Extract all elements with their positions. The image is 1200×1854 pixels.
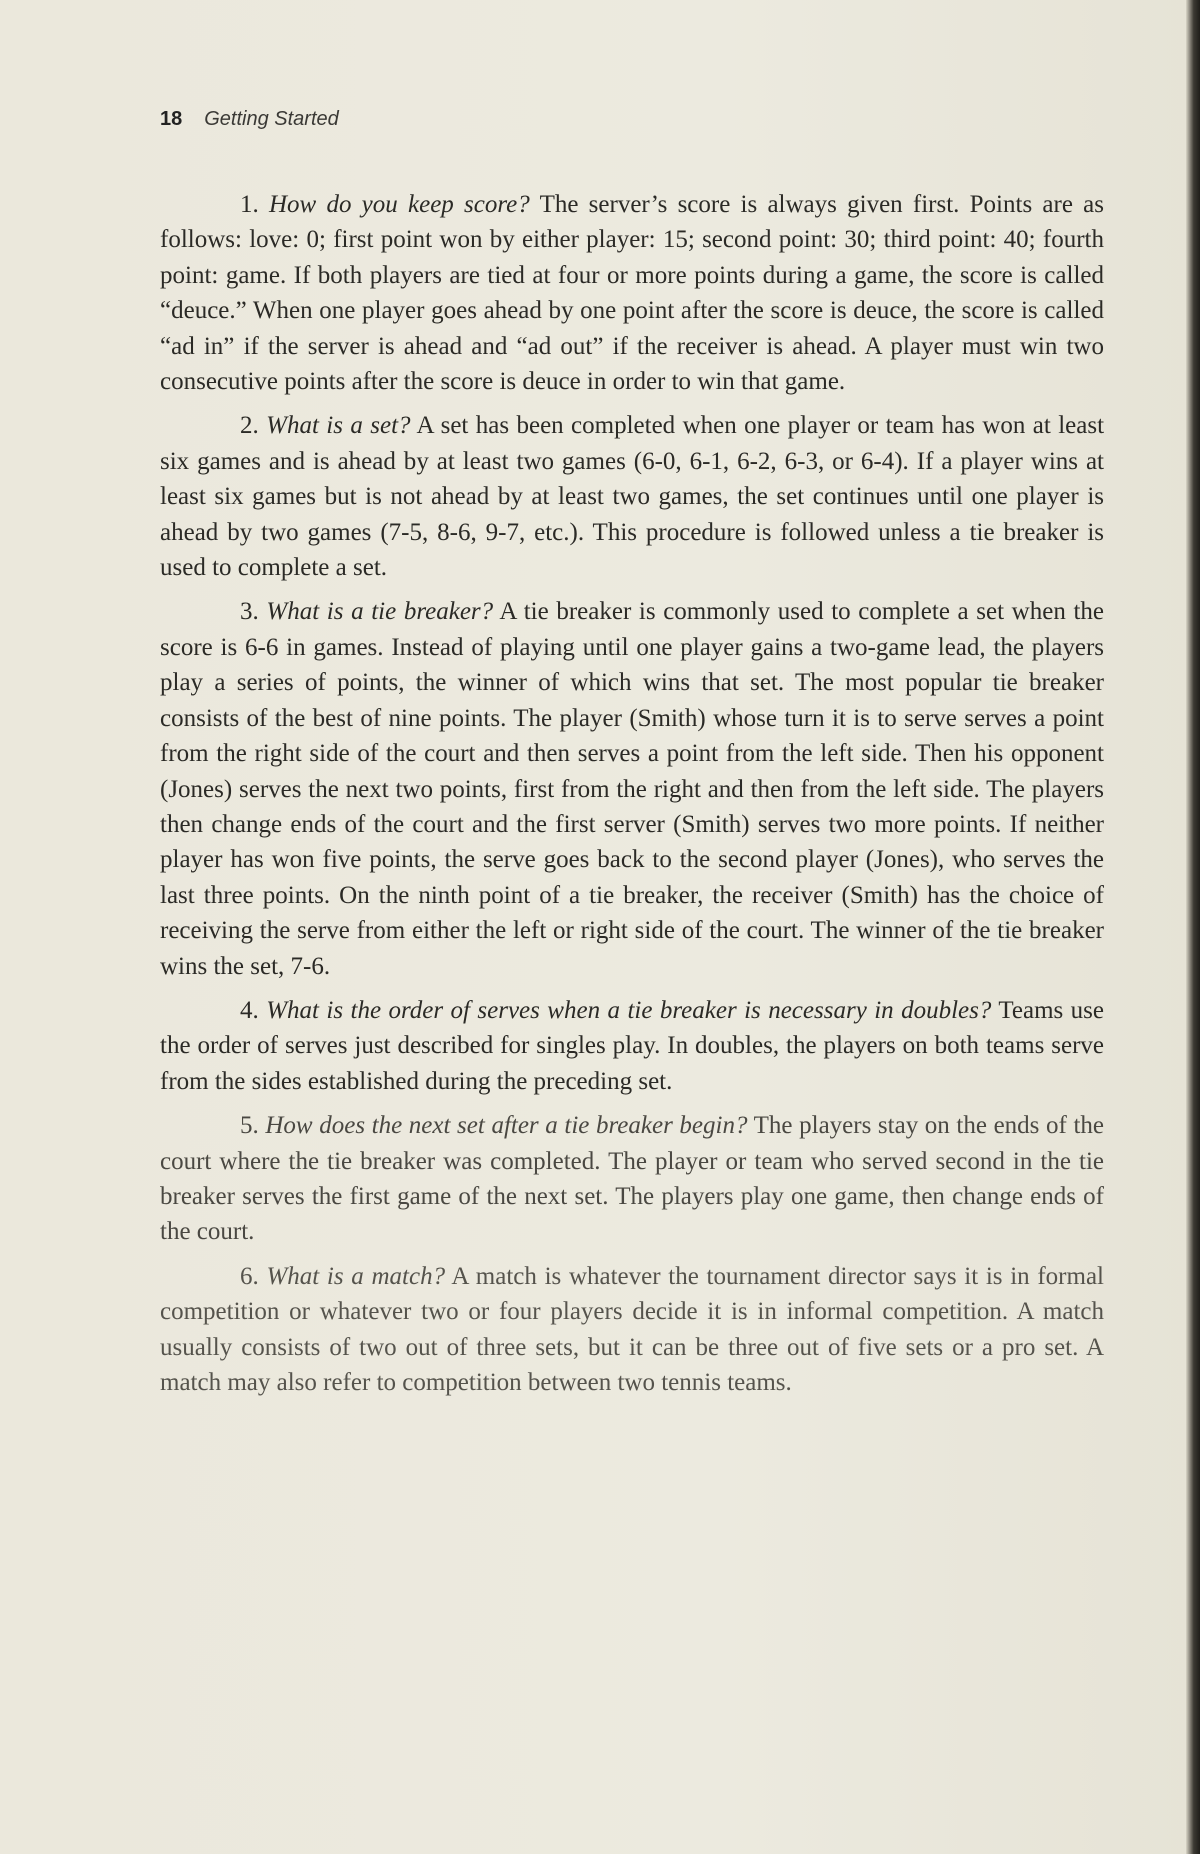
paragraph-5	[160, 1108, 1104, 1250]
running-head: Getting Started	[204, 108, 339, 130]
paragraph-number: 2.	[240, 412, 259, 440]
paragraph-2	[160, 408, 1104, 585]
paragraph-number: 3.	[240, 598, 259, 626]
page-header	[160, 108, 339, 138]
paragraph-3	[160, 594, 1104, 983]
paragraph-number: 5.	[240, 1112, 259, 1140]
question-text: What is the order of serves when a tie breaker is necessary in doubles?	[266, 996, 992, 1024]
page-number: 18	[160, 108, 183, 130]
question-text: What is a set?	[266, 412, 411, 440]
paragraph-4	[160, 993, 1104, 1099]
question-text: What is a tie breaker?	[266, 598, 494, 626]
page-edge-shadow	[1186, 0, 1200, 1854]
question-text: How do you keep score?	[268, 191, 530, 218]
paragraph-number: 6.	[240, 1262, 259, 1290]
answer-text: The players stay on the ends of the court where the tie breaker was completed. The player or team who served second in the tie breaker serves the first game of the next set. The players play one game, then change ends of the court.	[160, 1112, 1104, 1246]
paragraph-number: 4.	[240, 996, 259, 1024]
paragraph-1	[160, 187, 1104, 399]
answer-text: Teams use the order of serves just described for singles play. In doubles, the players on both teams serve from the sides established during the preceding set.	[160, 996, 1105, 1095]
answer-text: A set has been completed when one player or team has won at least six games and is ahead by at least two games (6-0, 6-1, 6-2, 6-3, or 6-4). If a player wins at least six games but is not ahead by at least two games, the set continues until one player is ahead by two games (7-5, 8-6, 9-7, etc.). This procedure is followed unless a tie breaker is used to complete a set.	[160, 412, 1105, 582]
body-text	[160, 187, 1104, 1409]
answer-text: A tie breaker is commonly used to complete a set when the score is 6-6 in games. Instead of playing until one player gains a two-game lead, the players play a series of points, the winner of which wins that set. The most popular tie breaker consists of the best of nine points. The player (Smith) whose turn it is to serve serves a point from the right side of the court and then serves a point from the left side. Then his opponent (Jones) serves the next two points, first from the right and then from the left side. The players then change ends of the court and the first server (Smith) serves two more points. If neither player has won five points, the serve goes back to the second player (Jones), who serves the last three points. On the ninth point of a tie breaker, the receiver (Smith) has the choice of receiving the serve from either the left or right side of the court. The winner of the tie breaker wins the set, 7-6.	[160, 598, 1105, 980]
question-text: How does the next set after a tie breaker begin?	[265, 1112, 748, 1140]
answer-text: The server’s score is always given first. Points are as follows: love: 0; first point won by either player: 15; second point: 30; third point: 40; fourth point: game. If both players are tied at four or more points during a game, the score is called “deuce.” When one player goes ahead by one point after the score is deuce, the score is called “ad in” if the server is ahead and “ad out” if the receiver is ahead. A player must win two consecutive points after the score is deuce in order to win that game.	[160, 191, 1104, 396]
paragraph-number: 1.	[240, 191, 259, 218]
paragraph-6	[160, 1259, 1104, 1401]
question-text: What is a match?	[266, 1262, 446, 1290]
answer-text: A match is whatever the tournament director says it is in formal competition or whatever two or four players decide it is in informal competition. A match usually consists of two out of three sets, but it can be three out of five sets or a pro set. A match may also refer to competition between two tennis teams.	[160, 1262, 1104, 1396]
